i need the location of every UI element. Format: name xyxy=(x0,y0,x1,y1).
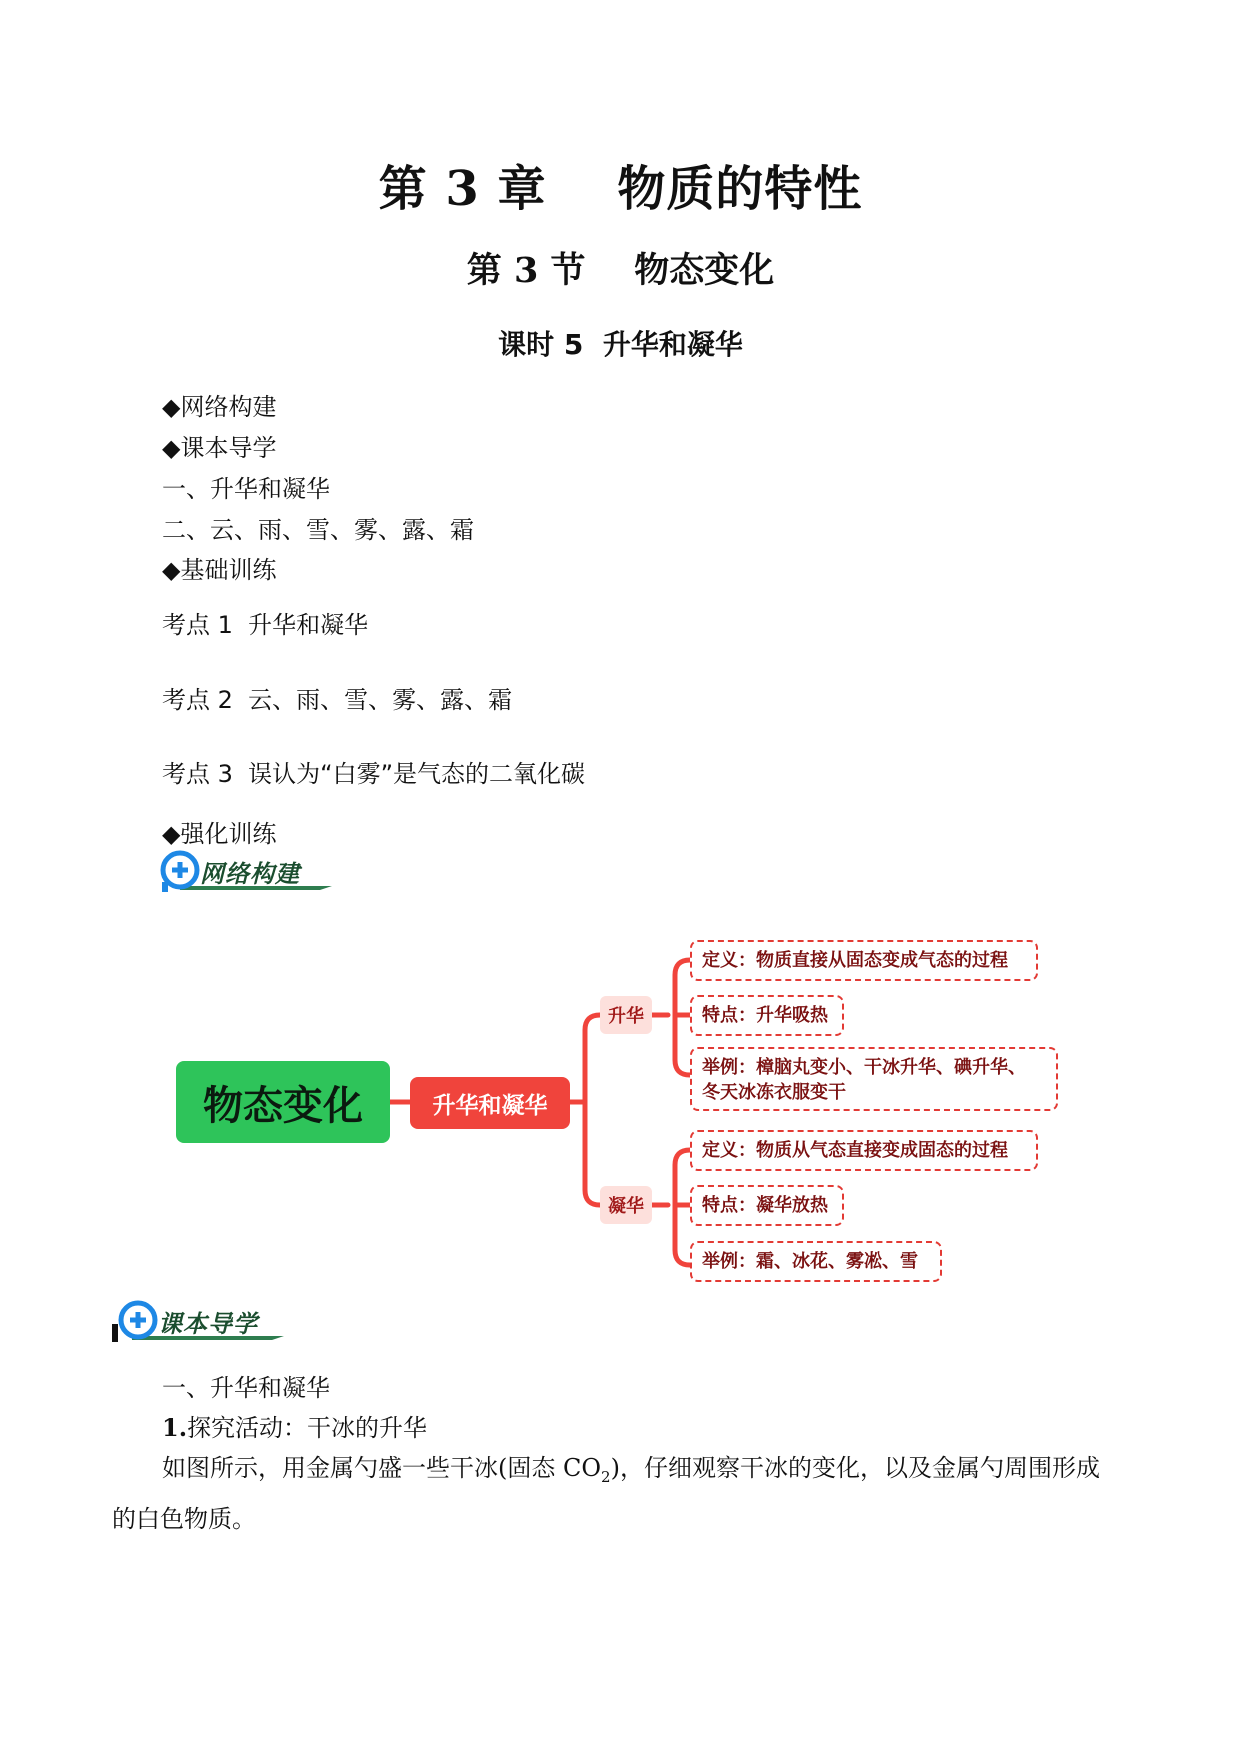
textbook-banner-label: 课本导学 xyxy=(158,1310,258,1338)
network-banner-label: 网络构建 xyxy=(200,860,300,888)
mindmap-root-node: 物态变化 xyxy=(176,1061,390,1143)
section-title: 第 3 节 物态变化 xyxy=(466,250,775,291)
deposition-feature-node: 特点：凝华放热 xyxy=(690,1185,844,1226)
plus-icon xyxy=(122,1304,162,1344)
paragraph-part-2: )，仔细观察干冰的变化，以及金属勺周围形成的白色物质。 xyxy=(112,1454,1100,1533)
toc-reinforce[interactable]: ◆强化训练 xyxy=(162,820,277,848)
toc-network[interactable]: ◆网络构建 xyxy=(162,393,277,421)
sublimation-example-line-1: 举例：樟脑丸变小、干冰升华、碘升华、 xyxy=(702,1057,1026,1078)
sublimation-example-node xyxy=(690,1047,1058,1111)
toc-point-1[interactable]: 考点 1 升华和凝华 xyxy=(162,611,369,639)
activity-heading xyxy=(162,1408,427,1443)
toc-point-2[interactable]: 考点 2 云、雨、雪、雾、露、霜 xyxy=(162,686,513,714)
paragraph-part-1: 如图所示，用金属勺盛一些干冰(固态 CO xyxy=(162,1454,602,1482)
textbook-banner xyxy=(112,1298,287,1346)
section-heading: 一、升华和凝华 xyxy=(162,1374,330,1402)
activity-paragraph xyxy=(112,1447,1122,1540)
deposition-definition-node: 定义：物质从气态直接变成固态的过程 xyxy=(690,1130,1038,1171)
toc-point-3[interactable]: 考点 3 误认为“白雾”是气态的二氧化碳 xyxy=(162,760,586,788)
mindmap-sublimation-deposition-node: 升华和凝华 xyxy=(410,1077,570,1129)
toc-sublimation[interactable]: 一、升华和凝华 xyxy=(162,475,330,503)
mindmap-deposition-node: 凝华 xyxy=(600,1186,652,1224)
sublimation-feature-node: 特点：升华吸热 xyxy=(690,995,844,1036)
toc-weather[interactable]: 二、云、雨、雪、雾、露、霜 xyxy=(162,516,474,544)
mindmap-sublimation-node: 升华 xyxy=(600,996,652,1034)
co2-subscript: 2 xyxy=(601,1467,611,1486)
sublimation-example-line-2: 冬天冰冻衣服变干 xyxy=(702,1082,846,1103)
lesson-title: 课时 5 升华和凝华 xyxy=(498,328,743,361)
sublimation-definition-node: 定义：物质直接从固态变成气态的过程 xyxy=(690,940,1038,981)
chapter-title: 第 3 章 物质的特性 xyxy=(378,161,863,217)
activity-number: 1. xyxy=(162,1413,188,1442)
toc-basic-training[interactable]: ◆基础训练 xyxy=(162,556,277,584)
deposition-example-node: 举例：霜、冰花、雾凇、雪 xyxy=(690,1241,942,1282)
toc-textbook[interactable]: ◆课本导学 xyxy=(162,434,277,462)
activity-title: 探究活动：干冰的升华 xyxy=(187,1414,428,1442)
